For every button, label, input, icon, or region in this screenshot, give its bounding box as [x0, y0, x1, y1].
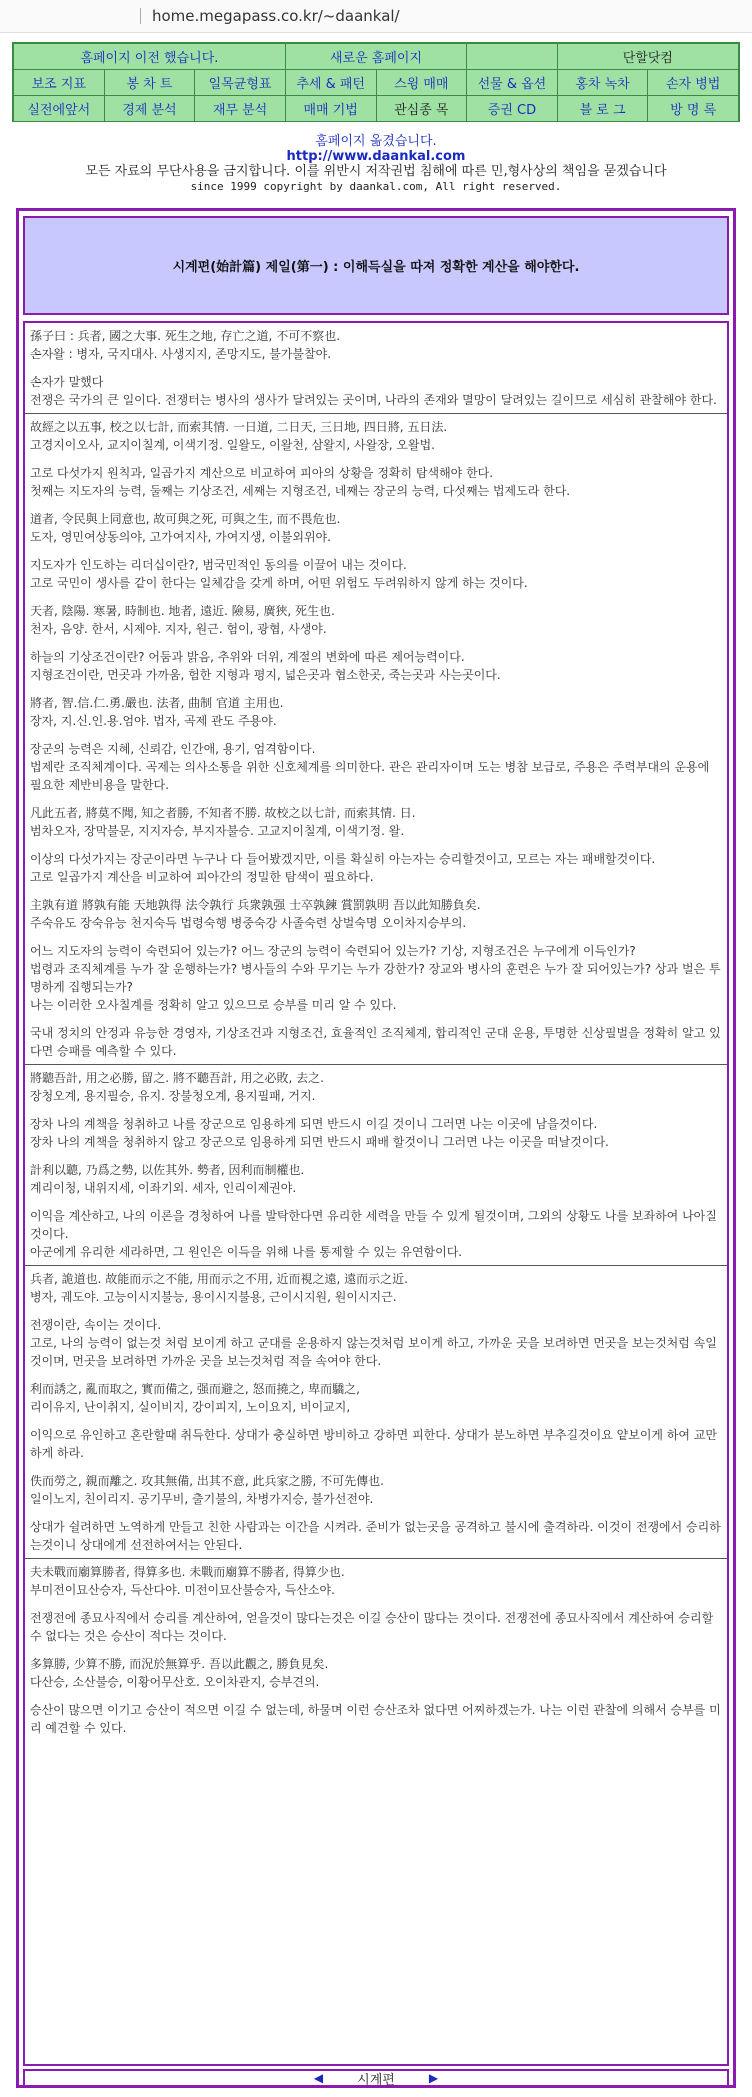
pager-label: 시계편 — [357, 2072, 395, 2088]
nav-new-home-link[interactable]: 새로운 홈페이지 — [285, 44, 466, 70]
browser-address-bar[interactable] — [0, 0, 752, 33]
text-paragraph: 凡此五者, 將莫不聞, 知之者勝, 不知者不勝. 故校之以七計, 而索其情. 日. 범차오자, 장막불문, 지지자승, 부지자불승. 고교지이칠계, 이색기정. 왈. — [30, 806, 416, 838]
text-paragraph: 하늘의 기상조건이란? 어둠과 밝음, 추위와 더위, 계절의 변화에 따른 제어능력이다. 지형조건이란, 먼곳과 가까움, 험한 지형과 평지, 넓은곳과 협소한곳, 죽는곳과 사는곳이다. — [30, 650, 501, 682]
new-url-link[interactable]: http://www.daankal.com — [286, 149, 466, 164]
article-content — [23, 321, 729, 2066]
text-paragraph: 天者, 陰陽. 寒暑, 時制也. 地者, 遠近. 險易, 廣狹, 死生也. 천자, 음양. 한서, 시제야. 지자, 원근. 험이, 광협, 사생야. — [30, 604, 335, 636]
text-paragraph: 지도자가 인도하는 리더십이란?, 범국민적인 동의를 이끌어 내는 것이다. 고로 국민이 생사를 같이 한다는 일체감을 갖게 하며, 어떤 위험도 두려워하지 않게 하는 것이다. — [30, 558, 528, 590]
text-section — [25, 414, 727, 1065]
copyright-warning: 모든 자료의 무단사용을 금지합니다. 이를 위반시 저작권법 침해에 따른 민,형사상의 책임을 묻겠습니다 — [85, 164, 667, 179]
nav-item-practice[interactable]: 실전에앞서 — [14, 96, 105, 122]
nav-item-guestbook[interactable]: 방 명 록 — [648, 96, 739, 122]
pager — [23, 2069, 729, 2087]
text-paragraph: 利而誘之, 亂而取之, 實而備之, 强而避之, 怒而撓之, 卑而驕之, 리이유지, 난이취지, 실이비지, 강이피지, 노이요지, 비이교지, — [30, 1382, 360, 1414]
text-paragraph: 국내 정치의 안정과 유능한 경영자, 기상조건과 지형조건, 효율적인 조직체계, 합리적인 군대 운용, 투명한 신상필벌을 정확히 알고 있다면 승패를 예측할 수 있다. — [30, 1026, 721, 1058]
nav-item-futures-options[interactable]: 선물 & 옵션 — [467, 70, 558, 96]
nav-item-ichimoku[interactable]: 일목균형표 — [195, 70, 286, 96]
nav-item-tea[interactable]: 홍차 녹차 — [557, 70, 648, 96]
nav-moved-notice-link[interactable]: 홈페이지 이전 했습니다. — [14, 44, 286, 70]
text-paragraph: 孫子曰 : 兵者, 國之大事. 死生之地, 存亡之道, 不可不察也. 손자왈 : 병자, 국지대사. 사생지지, 존망지도, 불가불찰야. — [30, 329, 341, 361]
text-paragraph: 상대가 쉴려하면 노역하게 만들고 친한 사람과는 이간을 시켜라. 준비가 없는곳을 공격하고 불시에 출격하라. 이것이 전쟁에서 승리하는것이니 상대에게 선전하여서는 안된다. — [30, 1520, 721, 1552]
address-bar-divider — [140, 8, 141, 24]
article-frame — [16, 208, 736, 2088]
text-paragraph: 佚而勞之, 親而離之. 攻其無備, 出其不意, 此兵家之勝, 不可先傳也. 일이노지, 친이리지. 공기무비, 출기불의, 차병가지승, 불가선전야. — [30, 1474, 384, 1506]
nav-item-indicators[interactable]: 보조 지표 — [14, 70, 105, 96]
text-paragraph: 夫未戰而廟算勝者, 得算多也. 未戰而廟算不勝者, 得算少也. 부미전이묘산승자, 득산다야. 미전이묘산불승자, 득산소야. — [30, 1565, 345, 1597]
text-paragraph: 多算勝, 少算不勝, 而況於無算乎. 吾以此觀之, 勝負見矣. 다산승, 소산불승, 이황어무산호. 오이차관지, 승부견의. — [30, 1657, 329, 1689]
text-paragraph: 兵者, 詭道也. 故能而示之不能, 用而示之不用, 近而視之遠, 遠而示之近. 병자, 궤도야. 고능이시지불능, 용이시지불용, 근이시지원, 원이시지근. — [30, 1272, 408, 1304]
nav-item-candle-chart[interactable]: 봉 차 트 — [104, 70, 195, 96]
nav-dandan-link[interactable]: 단할닷컴 — [557, 44, 738, 70]
text-paragraph: 計利以聽, 乃爲之勢, 以佐其外. 勢者, 因利而制權也. 계리이청, 내위지세, 이좌기외. 세자, 인리이제권야. — [30, 1163, 305, 1195]
text-paragraph: 將者, 智.信.仁.勇.嚴也. 法者, 曲制 官道 主用也. 장자, 지.신.인.용.엄야. 법자, 곡제 관도 주용야. — [30, 696, 284, 728]
text-paragraph: 장군의 능력은 지혜, 신뢰감, 인간애, 용기, 엄격함이다. 법제란 조직체계이다. 곡제는 의사소통을 위한 신호체계를 의미한다. 관은 관리자이며 도는 병참 보급로, 주용은 주력부대의 운용에 필요한 제반비용을 말한다. — [30, 742, 710, 792]
nav-item-economy[interactable]: 경제 분석 — [104, 96, 195, 122]
nav-table — [13, 43, 739, 122]
text-paragraph: 장차 나의 계책을 청취하고 나를 장군으로 임용하게 되면 반드시 이길 것이니 그러면 나는 이곳에 남을것이다. 장차 나의 계책을 청취하지 않고 장군으로 임용하게 되면 반드시 패배 할것이니 그러면 나는 이곳을 떠날것이다. — [30, 1117, 609, 1149]
text-paragraph: 故經之以五事, 校之以七計, 而索其情. 一日道, 二日天, 三日地, 四日將, 五日法. 고경지이오사, 교지이칠계, 이색기정. 일왈도, 이왈천, 삼왈지, 사왈장, 오왈법. — [30, 420, 448, 452]
text-section — [25, 1559, 727, 1741]
site-navigation — [12, 42, 740, 122]
text-paragraph: 전쟁이란, 속이는 것이다. 고로, 나의 능력이 없는것 처럼 보이게 하고 군대를 운용하지 않는것처럼 보이게 하고, 가까운 곳을 보려하면 먼곳을 보는것처럼 속일것이며, 먼곳을 보려하면 가까운 곳을 보는것처럼 적을 속여야 한다. — [30, 1318, 717, 1368]
nav-item-blog[interactable]: 블 로 그 — [557, 96, 648, 122]
text-section — [25, 1065, 727, 1266]
nav-item-swing-trading[interactable]: 스윙 매매 — [376, 70, 467, 96]
article-title-box — [23, 216, 729, 315]
text-paragraph: 승산이 많으면 이기고 승산이 적으면 이길 수 없는데, 하물며 이런 승산조차 없다면 어찌하겠는가. 나는 이런 관찰에 의해서 승부를 미리 예견할 수 있다. — [30, 1703, 721, 1735]
nav-item-trend-pattern[interactable]: 추세 & 패턴 — [285, 70, 376, 96]
text-section — [25, 323, 727, 414]
nav-empty-cell — [467, 44, 558, 70]
text-paragraph: 고로 다섯가지 원칙과, 일곱가지 계산으로 비교하여 피아의 상황을 정확히 탐색해야 한다. 첫째는 지도자의 능력, 둘째는 기상조건, 세째는 지형조건, 네째는 장군의 능력, 다섯째는 법제도라 한다. — [30, 466, 571, 498]
next-page-arrow-icon[interactable]: ▶ — [428, 2071, 439, 2085]
text-paragraph: 전쟁전에 종묘사직에서 승리를 계산하여, 얻을것이 많다는것은 이길 승산이 많다는 것이다. 전쟁전에 종묘사직에서 계산하여 승리할 수 없다는 것은 승산이 적다는 것이다. — [30, 1611, 714, 1643]
text-paragraph: 道者, 令民與上同意也, 故可與之死, 可與之生, 而不畏危也. 도자, 영민여상동의야, 고가여지사, 가여지생, 이불외위야. — [30, 512, 341, 544]
nav-item-financial[interactable]: 재무 분석 — [195, 96, 286, 122]
text-paragraph: 이익으로 유인하고 혼란할때 취득한다. 상대가 충실하면 방비하고 강하면 피한다. 상대가 분노하면 부추길것이요 얕보이게 하여 교만하게 하라. — [30, 1428, 718, 1460]
nav-item-trading-technique[interactable]: 매매 기법 — [285, 96, 376, 122]
text-paragraph: 어느 지도자의 능력이 숙련되어 있는가? 어느 장군의 능력이 숙련되어 있는가? 기상, 지형조건은 누구에게 이득인가? 법령과 조직체계를 누가 잘 운행하는가? 병사들의 수와 무기는 누가 강한가? 장교와 병사의 훈련은 누가 잘 되어있는가? 상과 벌은 투명하게 집행되는가? 나는 이러한 오사칠계를 정확히 알고 있으므로 승부를 미리 알 수 있다. — [30, 944, 721, 1012]
nav-item-stock-cd[interactable]: 증권 CD — [467, 96, 558, 122]
site-notice — [0, 134, 752, 194]
text-paragraph: 이상의 다섯가지는 장군이라면 누구나 다 들어봤겠지만, 이를 확실히 아는자는 승리할것이고, 모르는 자는 패배할것이다. 고로 일곱가지 계산을 비교하여 피아간의 정밀한 탐색이 필요하다. — [30, 852, 656, 884]
article-title: 시계편(始計篇) 제일(第一) : 이해득실을 따져 정확한 계산을 해야한다. — [172, 260, 580, 275]
text-paragraph: 손자가 말했다 전쟁은 국가의 큰 일이다. 전쟁터는 병사의 생사가 달려있는 곳이며, 나라의 존재와 멸망이 달려있는 길이므로 세심히 관찰해야 한다. — [30, 375, 717, 407]
text-paragraph: 將聽吾計, 用之必勝, 留之. 將不聽吾計, 用之必敗, 去之. 장청오계, 용지필승, 유지. 장불청오계, 용지필패, 거지. — [30, 1071, 324, 1103]
text-paragraph: 主孰有道 將孰有能 天地孰得 法令孰行 兵衆孰强 士卒孰鍊 賞罰孰明 吾以此知勝負矣. 주숙유도 장숙유능 천지숙득 법령숙행 병중숙강 사졸숙련 상벌숙명 오이차지승부의. — [30, 898, 481, 930]
nav-item-watchlist[interactable]: 관심종 목 — [376, 96, 467, 122]
text-paragraph: 이익을 계산하고, 나의 이론을 경청하여 나를 발탁한다면 유리한 세력을 만들 수 있게 될것이며, 그외의 상황도 나를 보좌하여 나아질 것이다. 아군에게 유리한 세라하면, 그 원인은 이득을 위해 나를 통제할 수 있는 유연함이다. — [30, 1209, 717, 1259]
url-text[interactable]: home.megapass.co.kr/~daankal/ — [152, 7, 400, 25]
moved-notice[interactable]: 홈페이지 옮겼습니다. — [315, 134, 437, 149]
prev-page-arrow-icon[interactable]: ◀ — [313, 2071, 324, 2085]
nav-item-sunzi[interactable]: 손자 병법 — [648, 70, 739, 96]
text-section — [25, 1266, 727, 1559]
copyright-line: since 1999 copyright by daankal.com, All right reserved. — [190, 180, 562, 193]
